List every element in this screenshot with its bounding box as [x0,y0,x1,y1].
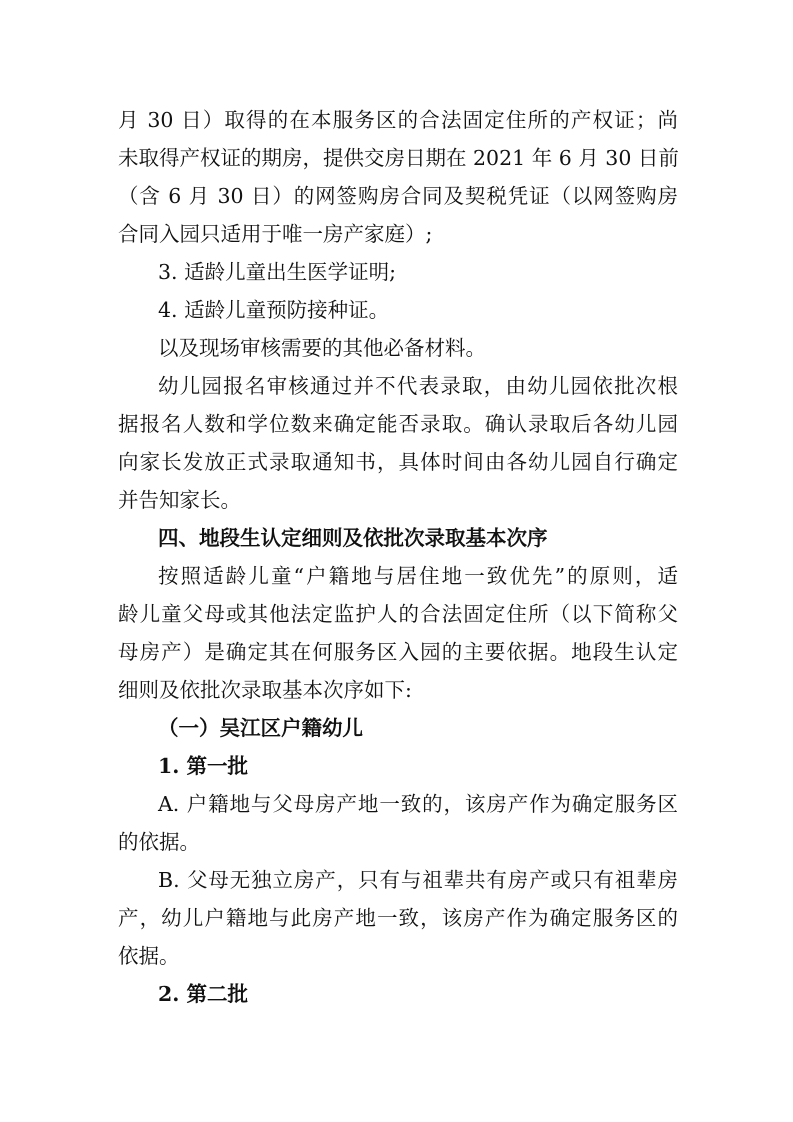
list-item-3: 3. 适龄儿童出生医学证明; [158,260,396,284]
paragraph-line: 以及现场审核需要的其他必备材料。 [158,336,486,360]
paragraph-line: 幼儿园报名审核通过并不代表录取，由幼儿园依批次根 [158,374,678,398]
text-line-1: 月 30 日）取得的在本服务区的合法固定住所的产权证；尚 [118,108,678,132]
criterion-a-continued: 的依据。 [118,830,200,854]
text-line-3: （含 6 月 30 日）的网签购房合同及契税凭证（以网签购房 [118,184,678,208]
batch-heading-1: 1. 第一批 [158,754,249,778]
text-line-4: 合同入园只适用于唯一房产家庭）; [118,222,433,246]
criterion-a: A. 户籍地与父母房产地一致的，该房产作为确定服务区 [158,792,678,816]
paragraph-line: 按照适龄儿童“户籍地与居住地一致优先”的原则，适 [158,564,678,588]
paragraph-line: 并告知家长。 [118,488,241,512]
paragraph-line: 细则及依批次录取基本次序如下: [118,678,412,702]
criterion-b: B. 父母无独立房产，只有与祖辈共有房产或只有祖辈房 [158,868,678,892]
criterion-b-continued: 产，幼儿户籍地与此房产地一致，该房产作为确定服务区的 [118,906,678,930]
batch-heading-2: 2. 第二批 [158,982,249,1006]
section-heading: 四、地段生认定细则及依批次录取基本次序 [158,526,548,550]
paragraph-line: 向家长发放正式录取通知书，具体时间由各幼儿园自行确定 [118,450,678,474]
criterion-b-end: 依据。 [118,944,180,968]
text-line-2: 未取得产权证的期房，提供交房日期在 2021 年 6 月 30 日前 [118,146,679,170]
paragraph-line: 母房产）是确定其在何服务区入园的主要依据。地段生认定 [118,640,678,664]
paragraph-line: 据报名人数和学位数来确定能否录取。确认录取后各幼儿园 [118,412,678,436]
paragraph-line: 龄儿童父母或其他法定监护人的合法固定住所（以下简称父 [118,602,678,626]
subsection-heading: （一）吴江区户籍幼儿 [158,716,363,740]
list-item-4: 4. 适龄儿童预防接种证。 [158,298,390,322]
